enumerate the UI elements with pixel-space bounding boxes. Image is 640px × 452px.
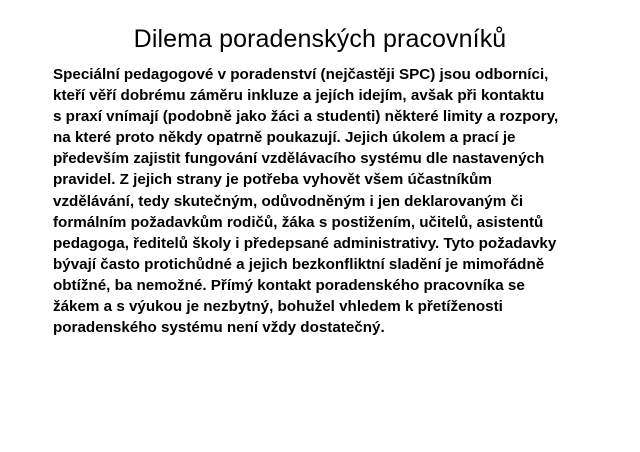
body-line: na které proto někdy opatrně poukazují. Jejich úkolem a prací je <box>53 129 516 147</box>
body-line: obtížné, ba nemožné. Přímý kontakt poradenského pracovníka se <box>53 276 525 294</box>
slide-title: Dilema poradenských pracovníků <box>133 25 507 53</box>
body-line: kteří věří dobrému záměru inkluze a jejích idejím, avšak při kontaktu <box>53 87 545 105</box>
body-line: pravidel. Z jejich strany je potřeba vyhovět všem účastníkům <box>53 171 492 189</box>
body-line: vzdělávání, tedy skutečným, odůvodněným i jen deklarovaným či <box>53 192 524 210</box>
slide-body-text <box>53 64 573 338</box>
body-line: poradenského systému není vždy dostatečný. <box>53 319 385 337</box>
body-line: pedagoga, ředitelů školy i předepsané administrativy. Tyto požadavky <box>53 234 557 252</box>
body-line: formálním požadavkům rodičů, žáka s postižením, učitelů, asistentů <box>53 213 544 231</box>
body-line: Speciální pedagogové v poradenství (nejčastěji SPC) jsou odborníci, <box>53 66 549 83</box>
body-line: bývají často protichůdné a jejich bezkonfliktní sladění je mimořádně <box>53 255 545 273</box>
body-line: především zajistit fungování vzdělávacího systému dle nastavených <box>53 150 545 168</box>
body-line: s praxí vnímají (podobně jako žáci a studenti) některé limity a rozpory, <box>53 108 559 126</box>
body-line: žákem a s výukou je nezbytný, bohužel vhledem k přetíženosti <box>53 298 503 316</box>
